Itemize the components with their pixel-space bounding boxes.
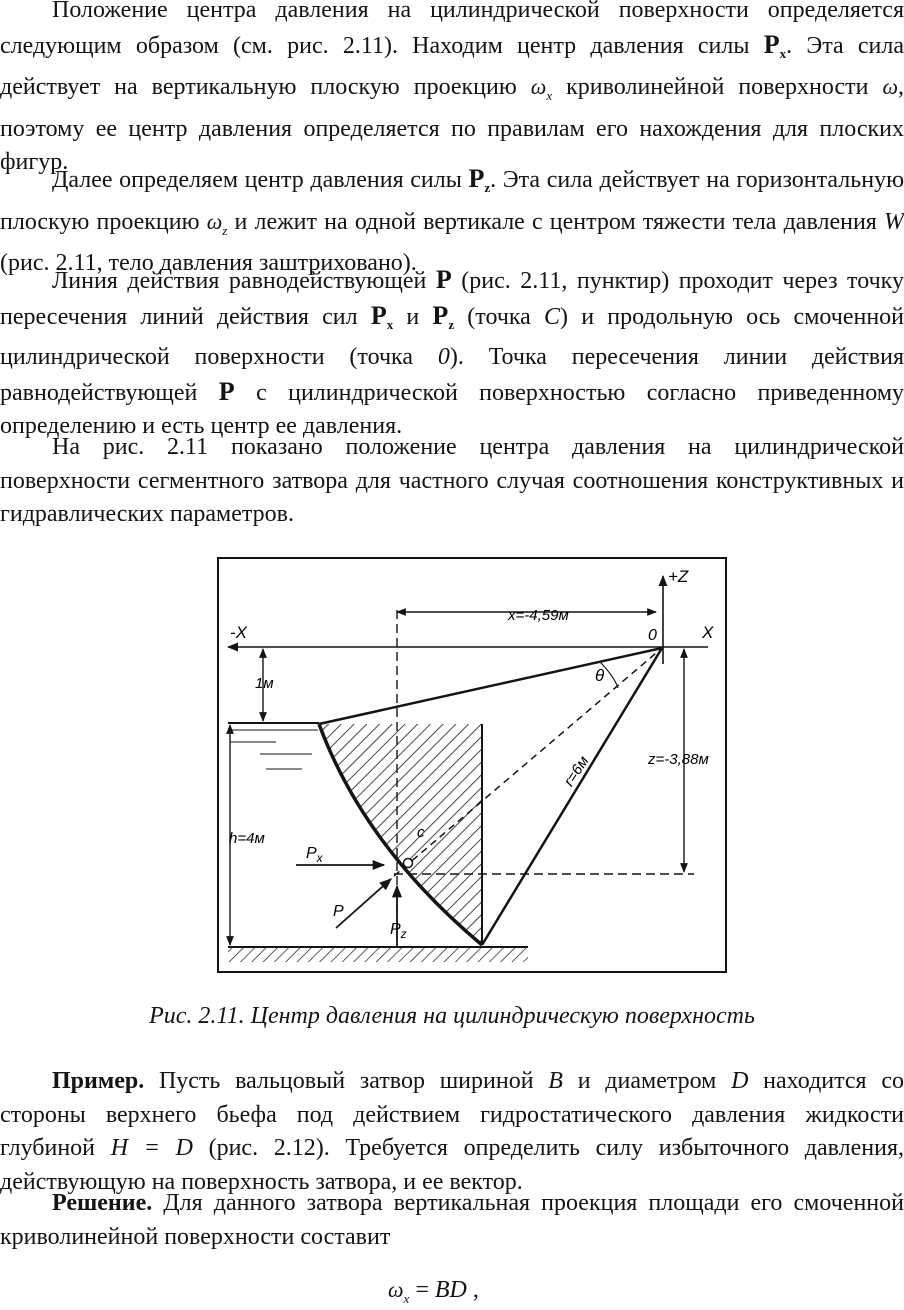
equation-h-d: H = D xyxy=(110,1135,193,1162)
label-z-dist: z=-3,88м xyxy=(648,751,709,768)
force-px: $P_x$ xyxy=(763,29,787,61)
label-o: 0 xyxy=(648,627,657,644)
label-px: $P_x$ xyxy=(306,845,323,865)
text: Линия действия равнодействующей xyxy=(52,268,436,294)
label-pz: $P_z$ xyxy=(390,921,407,941)
point-c: C xyxy=(544,303,561,330)
label-minus-x: -X xyxy=(230,623,247,642)
text: . Эта сила действует на вертикальную плоскую проекцию xyxy=(0,32,904,101)
figure-2-11 xyxy=(216,556,728,974)
text: Далее определяем центр давления силы xyxy=(52,167,469,193)
symbol-w: W xyxy=(884,208,904,235)
text: (рис. 2.11, тело давления заштриховано). xyxy=(0,250,417,277)
text: находится со стороны верхнего бьефа под действием гидростатического давления жидкости глубиной xyxy=(0,1068,904,1162)
point-o: 0 xyxy=(437,344,450,371)
label-c: c xyxy=(417,824,425,841)
text: , поэтому ее центр давления определяется по правилам его нахождения для плоских фигур. xyxy=(0,74,904,176)
omega: ω xyxy=(882,74,898,100)
paragraph-pressure-center xyxy=(0,0,904,180)
text: ). Точка пересечения линии действия равнодействующей xyxy=(0,344,904,406)
force-p: P xyxy=(435,265,452,294)
formula-omega-x: $\omega_x$ = BD , xyxy=(388,1277,479,1306)
paragraph-resultant xyxy=(0,263,904,444)
label-p: P xyxy=(333,903,344,920)
text: (точка xyxy=(454,303,545,330)
force-pz: $P_z$ xyxy=(468,164,491,195)
arrow-p xyxy=(336,879,391,928)
symbol-b: B xyxy=(548,1068,563,1094)
label-theta: θ xyxy=(595,666,605,685)
figure-caption: Рис. 2.11. Центр давления на цилиндрическую поверхность xyxy=(149,1003,755,1029)
text: и xyxy=(393,303,433,330)
text: (рис. 2.12). Требуется определить силу избыточного давления, действующую на поверхность затвора, и ее вектор. xyxy=(0,1135,904,1195)
example-heading: Пример. xyxy=(52,1068,145,1094)
label-x: X xyxy=(702,623,714,642)
label-r: r=6м xyxy=(560,753,593,790)
text: ) и продольную ось смоченной цилиндрической поверхности (точка xyxy=(0,303,904,371)
paragraph-example xyxy=(0,1065,904,1199)
label-z: +Z xyxy=(668,567,689,586)
force-px: $P_x$ xyxy=(370,300,394,332)
text: (рис. 2.11, пунктир) проходит через точку пересечения линий действия сил xyxy=(0,268,904,330)
text: Для данного затвора вертикальная проекция площади его смоченной криволинейной поверхности составит xyxy=(0,1190,904,1250)
omega-z: $\omega_z$ xyxy=(206,208,228,238)
point-c-marker xyxy=(404,859,413,868)
paragraph-figure-ref: На рис. 2.11 показано положение центра давления на цилиндрической поверхности сегментного затвора для частного случая соотношения конструктивных и гидравлических параметров. xyxy=(0,434,904,528)
text: криволинейной поверхности xyxy=(552,74,883,101)
radius-top xyxy=(319,648,662,724)
text: и диаметром xyxy=(562,1068,732,1094)
text: с цилиндрической поверхностью согласно приведенному определению и есть центр ее давления. xyxy=(0,379,904,440)
force-p: P xyxy=(218,376,235,406)
text: Положение центра давления на цилиндрической поверхности определяется следующим образом (см. рис. 2.11). Находим центр давления силы xyxy=(0,0,904,59)
label-1m: 1м xyxy=(255,675,274,692)
ground-hatch xyxy=(228,948,528,962)
text: . Эта сила действует на горизонтальную плоскую проекцию xyxy=(0,167,904,235)
symbol-d: D xyxy=(731,1068,749,1094)
label-x-dist: x=-4,59м xyxy=(508,607,569,624)
omega-x: $\omega_x$ xyxy=(530,74,553,104)
solution-heading: Решение. xyxy=(52,1190,153,1216)
paragraph-solution xyxy=(0,1187,904,1254)
radius-bottom xyxy=(482,648,662,945)
text: Пусть вальцовый затвор шириной xyxy=(144,1068,549,1094)
text: и лежит на одной вертикале с центром тяжести тела давления xyxy=(227,208,884,235)
label-h: h=4м xyxy=(229,830,265,847)
force-pz: $P_z$ xyxy=(432,300,455,332)
